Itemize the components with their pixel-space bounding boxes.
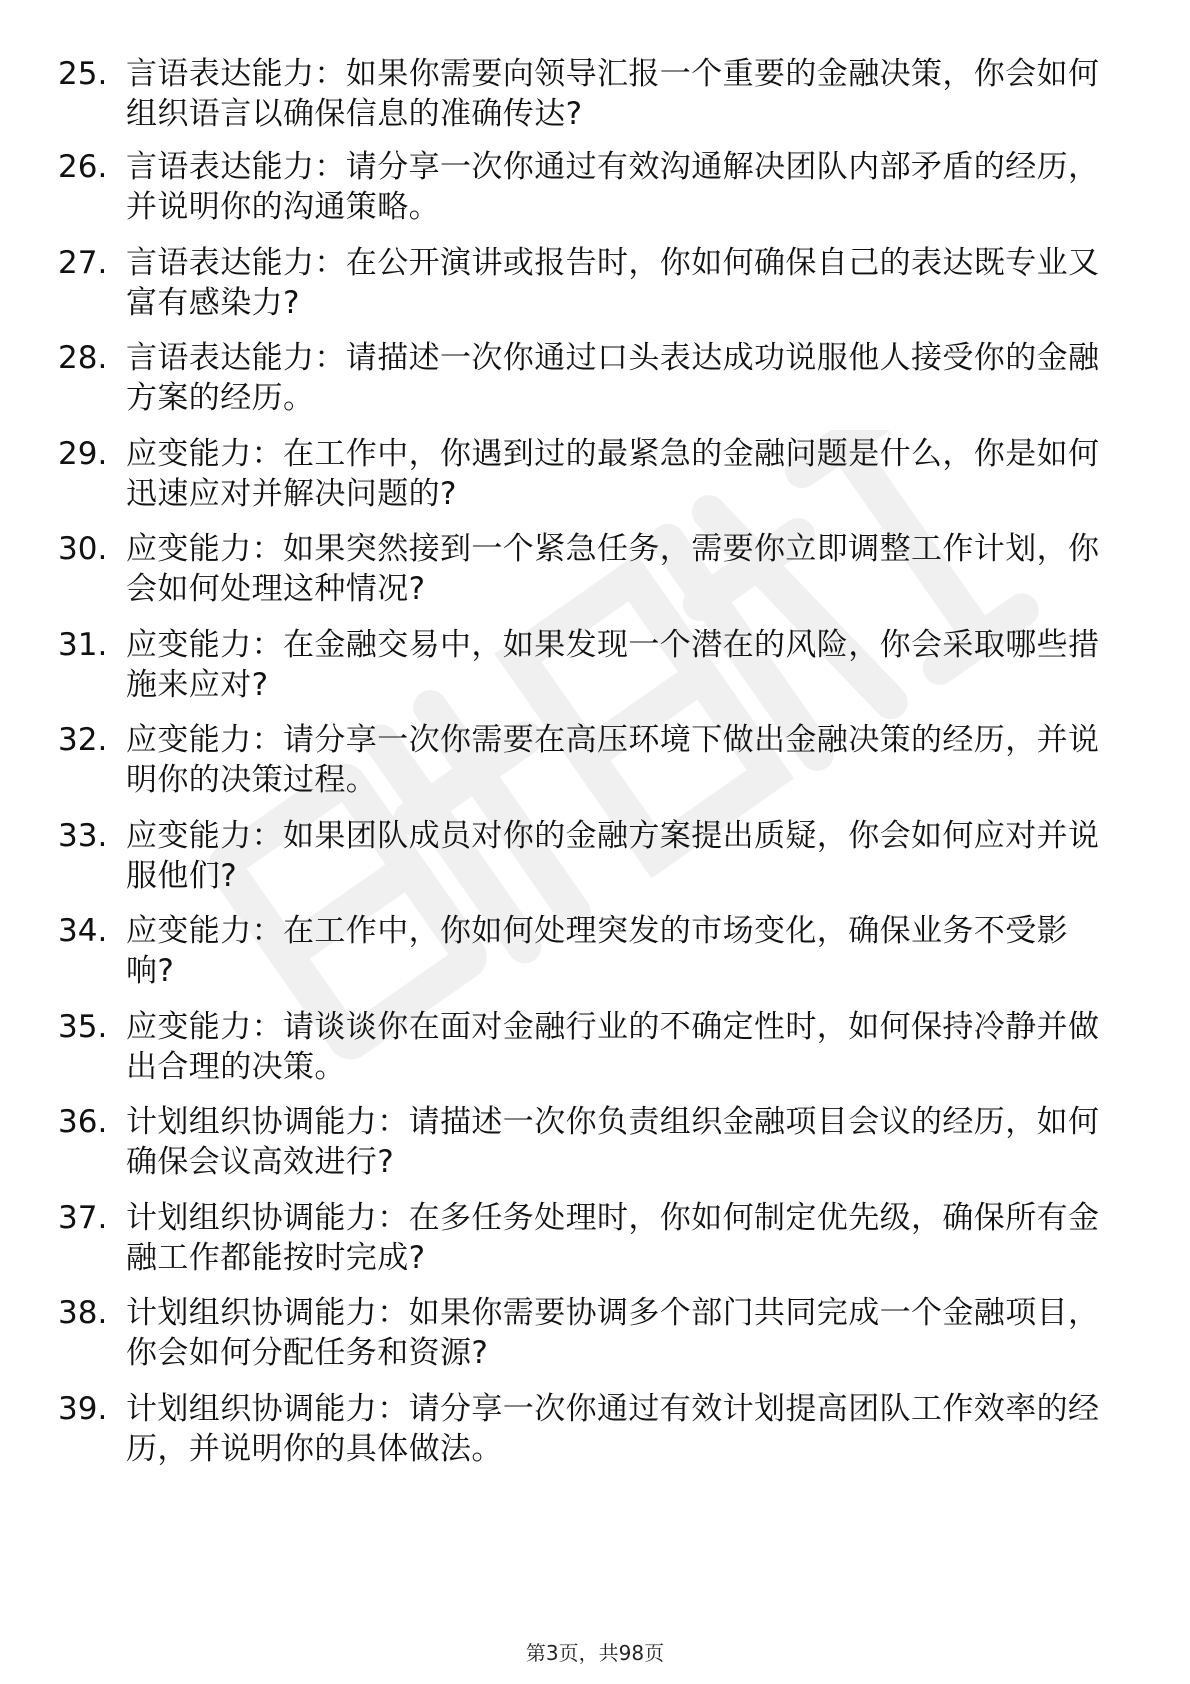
question-number: 33. <box>58 818 108 854</box>
question-number: 27. <box>58 245 108 281</box>
question-text: 应变能力：请分享一次你需要在高压环境下做出金融决策的经历，并说明你的决策过程。 <box>126 722 1100 798</box>
question-text: 计划组织协调能力：请分享一次你通过有效计划提高团队工作效率的经历，并说明你的具体做法。 <box>126 1391 1100 1467</box>
question-number: 32. <box>58 722 108 758</box>
question-item <box>58 1293 1108 1373</box>
question-number: 37. <box>58 1200 108 1236</box>
question-item <box>58 1007 1108 1087</box>
question-number: 35. <box>58 1009 108 1045</box>
question-number: 29. <box>58 436 108 472</box>
question-item <box>58 911 1108 991</box>
question-number: 28. <box>58 340 108 376</box>
question-item <box>58 816 1108 896</box>
question-item <box>58 434 1108 514</box>
question-text: 言语表达能力：请描述一次你通过口头表达成功说服他人接受你的金融方案的经历。 <box>126 340 1100 416</box>
question-text: 计划组织协调能力：在多任务处理时，你如何制定优先级，确保所有金融工作都能按时完成? <box>126 1200 1100 1276</box>
question-item <box>58 720 1108 800</box>
question-number: 38. <box>58 1295 108 1331</box>
question-text: 应变能力：如果团队成员对你的金融方案提出质疑，你会如何应对并说服他们? <box>126 818 1100 894</box>
question-number: 30. <box>58 531 108 567</box>
question-number: 36. <box>58 1104 108 1140</box>
question-item <box>58 529 1108 609</box>
question-number: 39. <box>58 1391 108 1427</box>
question-item <box>58 1389 1108 1469</box>
question-item <box>58 1102 1108 1182</box>
question-text: 应变能力：在金融交易中，如果发现一个潜在的风险，你会采取哪些措施来应对? <box>126 627 1100 703</box>
question-number: 34. <box>58 913 108 949</box>
question-text: 应变能力：在工作中，你遇到过的最紧急的金融问题是什么，你是如何迅速应对并解决问题的? <box>126 436 1100 512</box>
question-text: 言语表达能力：请分享一次你通过有效沟通解决团队内部矛盾的经历，并说明你的沟通策略。 <box>126 149 1100 225</box>
question-text: 应变能力：在工作中，你如何处理突发的市场变化，确保业务不受影响? <box>126 913 1068 989</box>
question-text: 应变能力：请谈谈你在面对金融行业的不确定性时，如何保持冷静并做出合理的决策。 <box>126 1009 1100 1085</box>
question-number: 26. <box>58 149 108 185</box>
question-text: 应变能力：如果突然接到一个紧急任务，需要你立即调整工作计划，你会如何处理这种情况? <box>126 531 1100 607</box>
question-item <box>58 243 1108 323</box>
question-item <box>58 147 1108 227</box>
question-item <box>58 1198 1108 1278</box>
question-number: 25. <box>58 56 108 92</box>
question-number: 31. <box>58 627 108 663</box>
question-item <box>58 338 1108 418</box>
page-footer: 第3页，共98页 <box>525 1641 665 1665</box>
question-item <box>58 625 1108 705</box>
question-text: 计划组织协调能力：请描述一次你负责组织金融项目会议的经历，如何确保会议高效进行? <box>126 1104 1100 1180</box>
question-text: 言语表达能力：如果你需要向领导汇报一个重要的金融决策，你会如何组织语言以确保信息的准确传达? <box>126 56 1100 132</box>
question-text: 计划组织协调能力：如果你需要协调多个部门共同完成一个金融项目，你会如何分配任务和资源? <box>126 1295 1100 1371</box>
question-item <box>58 54 1108 134</box>
question-text: 言语表达能力：在公开演讲或报告时，你如何确保自己的表达既专业又富有感染力? <box>126 245 1100 321</box>
